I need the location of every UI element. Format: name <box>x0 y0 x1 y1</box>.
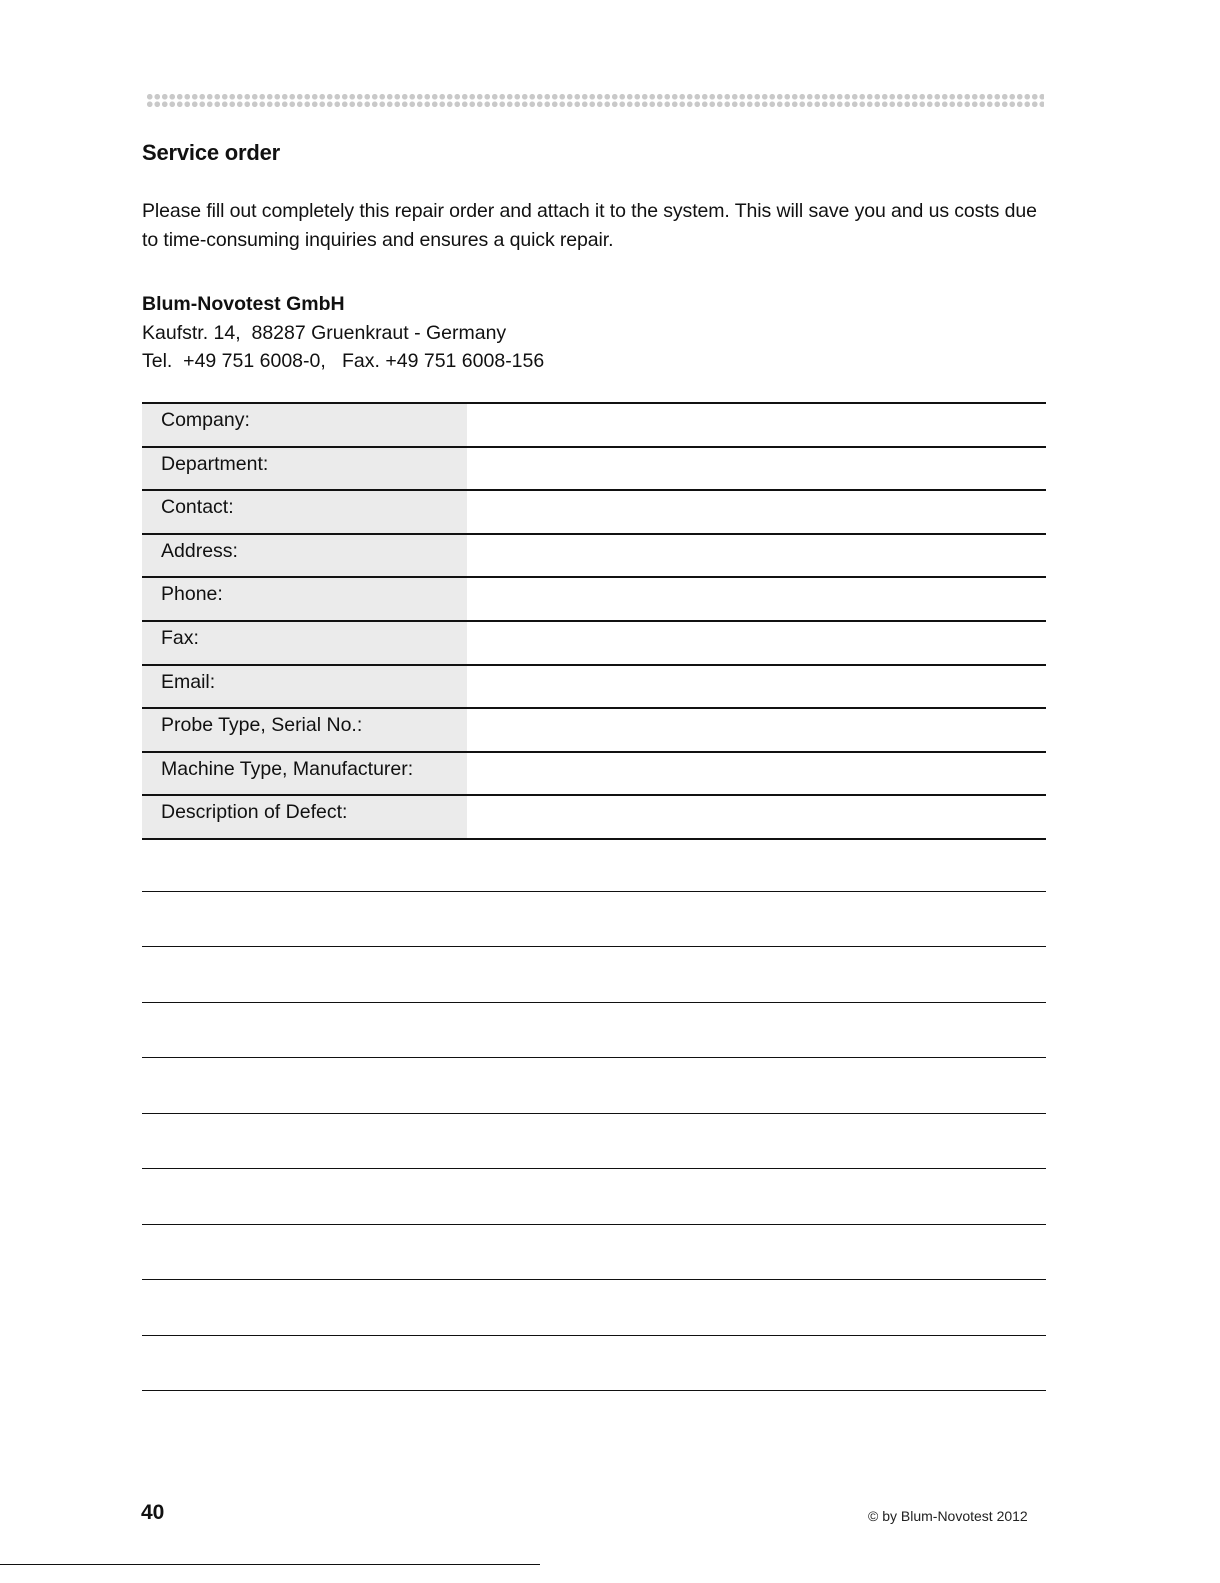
form-row <box>142 621 1046 665</box>
form-field-label: Fax: <box>142 621 467 665</box>
defect-writing-line[interactable] <box>142 1225 1046 1281</box>
defect-description-lines <box>142 836 1046 1391</box>
form-field-input[interactable] <box>467 621 1046 665</box>
page-bottom-rule <box>0 1564 540 1565</box>
form-row <box>142 708 1046 752</box>
service-order-form <box>142 402 1046 840</box>
form-row <box>142 752 1046 796</box>
form-row <box>142 403 1046 447</box>
form-field-label: Phone: <box>142 577 467 621</box>
form-row <box>142 447 1046 491</box>
form-field-input[interactable] <box>467 665 1046 709</box>
defect-writing-line[interactable] <box>142 836 1046 892</box>
defect-writing-line[interactable] <box>142 1003 1046 1059</box>
form-field-label: Machine Type, Manufacturer: <box>142 752 467 796</box>
form-field-label: Contact: <box>142 490 467 534</box>
form-row <box>142 665 1046 709</box>
page-title: Service order <box>142 140 281 165</box>
company-address-block <box>142 290 544 376</box>
defect-writing-line[interactable] <box>142 892 1046 948</box>
form-field-label: Description of Defect: <box>142 795 467 839</box>
form-field-input[interactable] <box>467 795 1046 839</box>
form-field-input[interactable] <box>467 403 1046 447</box>
company-phone-fax: Tel. +49 751 6008-0, Fax. +49 751 6008-156 <box>142 350 545 373</box>
form-rows <box>142 403 1046 839</box>
company-name: Blum-Novotest GmbH <box>142 293 345 315</box>
intro-paragraph: Please fill out completely this repair order and attach it to the system. This will save you and us costs due to time-consuming inquiries and ensures a quick repair. <box>142 200 1037 251</box>
form-row <box>142 795 1046 839</box>
form-field-input[interactable] <box>467 752 1046 796</box>
form-row <box>142 490 1046 534</box>
form-row <box>142 577 1046 621</box>
form-field-label: Email: <box>142 665 467 709</box>
page-number: 40 <box>141 1501 165 1524</box>
defect-writing-line[interactable] <box>142 1336 1046 1392</box>
form-field-label: Address: <box>142 534 467 578</box>
copyright-notice: © by Blum-Novotest 2012 <box>868 1508 1028 1524</box>
defect-writing-line[interactable] <box>142 1280 1046 1336</box>
form-field-input[interactable] <box>467 534 1046 578</box>
form-field-input[interactable] <box>467 447 1046 491</box>
form-field-label: Probe Type, Serial No.: <box>142 708 467 752</box>
defect-writing-line[interactable] <box>142 947 1046 1003</box>
defect-writing-line[interactable] <box>142 1114 1046 1170</box>
defect-writing-line[interactable] <box>142 1169 1046 1225</box>
form-field-input[interactable] <box>467 577 1046 621</box>
form-row <box>142 534 1046 578</box>
form-field-input[interactable] <box>467 490 1046 534</box>
form-field-label: Company: <box>142 403 467 447</box>
defect-writing-line[interactable] <box>142 1058 1046 1114</box>
form-field-input[interactable] <box>467 708 1046 752</box>
form-field-label: Department: <box>142 447 467 491</box>
company-street-address: Kaufstr. 14, 88287 Gruenkraut - Germany <box>142 321 507 344</box>
decorative-dotted-header-rule <box>146 93 1044 108</box>
